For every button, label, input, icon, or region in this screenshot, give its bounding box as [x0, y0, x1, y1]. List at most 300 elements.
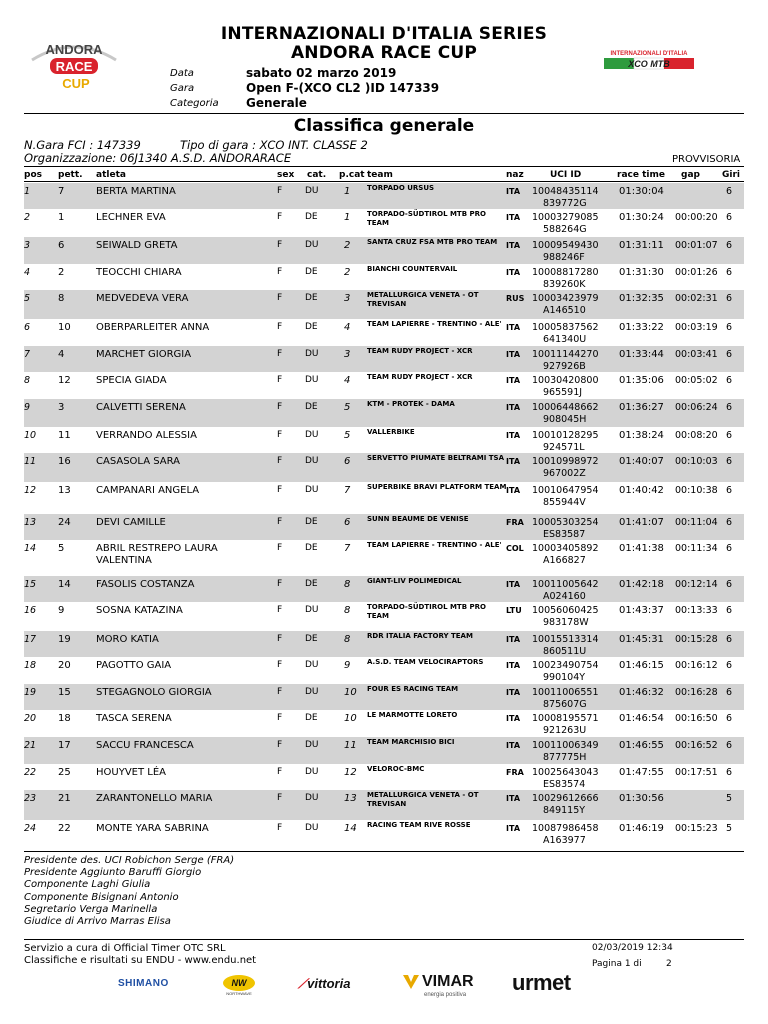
cell-atleta-line1: MONTE YARA SABRINA	[96, 823, 209, 834]
cell-uci-id	[532, 579, 599, 603]
cell-giri: 6	[726, 517, 733, 528]
cell-pcat: 5	[344, 402, 351, 413]
cell-pos: 22	[24, 767, 37, 778]
cell-pett: 9	[58, 605, 65, 616]
cell-pett: 17	[58, 740, 71, 751]
cell-atleta-line1: SPECIA GIADA	[96, 375, 167, 386]
vittoria-logo	[298, 976, 350, 992]
cell-uci-id-line2: ES83587	[543, 529, 586, 540]
cell-pcat: 2	[344, 267, 351, 278]
cell-uci-id-line1: 10005837562	[532, 322, 599, 333]
officials-list	[24, 855, 234, 928]
provvisoria-label: PROVVISORIA	[672, 154, 741, 165]
cell-naz: FRA	[506, 768, 524, 777]
cell-race-time: 01:46:19	[619, 823, 664, 834]
cell-atleta-line1: ABRIL RESTREPO LAURA	[96, 543, 218, 554]
cell-giri: 6	[726, 349, 733, 360]
table-row	[24, 684, 744, 710]
cell-race-time: 01:38:24	[619, 430, 664, 441]
table-row	[24, 514, 744, 540]
table-row	[24, 264, 744, 290]
cell-cat: DE	[305, 212, 318, 222]
cell-giri: 6	[726, 767, 733, 778]
cell-pcat: 1	[344, 186, 351, 197]
cell-race-time: 01:43:37	[619, 605, 664, 616]
cell-team: GIANT-LIV POLIMEDICAL	[367, 577, 462, 585]
cell-sex: F	[277, 456, 283, 466]
cell-uci-id-line2: 908045H	[543, 414, 587, 425]
cell-sex: F	[277, 579, 283, 589]
table-row	[24, 737, 744, 764]
logo-text-cup: CUP	[62, 76, 90, 91]
cell-giri: 6	[726, 456, 733, 467]
cell-cat: DE	[305, 517, 318, 527]
cell-uci-id	[532, 430, 599, 454]
cell-cat: DU	[305, 240, 319, 250]
cell-gap: 00:16:52	[675, 740, 718, 751]
cell-naz: ITA	[506, 350, 521, 359]
table-row	[24, 346, 744, 372]
vimar-logo-text: VIMAR	[422, 973, 474, 990]
cell-sex: F	[277, 349, 283, 359]
cell-atleta	[96, 517, 166, 529]
categoria-value: Generale	[246, 96, 307, 110]
cell-sex: F	[277, 375, 283, 385]
cell-pett: 22	[58, 823, 71, 834]
table-row	[24, 399, 744, 427]
cell-pett: 10	[58, 322, 71, 333]
logo-text-andora: ANDORA	[45, 42, 103, 57]
cell-cat: DE	[305, 322, 318, 332]
official-line: Componente Laghi Giulia	[24, 879, 151, 891]
cell-gap: 00:03:19	[675, 322, 718, 333]
col-gap: gap	[681, 170, 700, 180]
cell-atleta-line1: SEIWALD GRETA	[96, 240, 178, 251]
categoria-label: Categoria	[170, 98, 219, 109]
table-row	[24, 453, 744, 482]
cell-giri: 5	[726, 793, 733, 804]
cell-cat: DU	[305, 456, 319, 466]
cell-team: LE MARMOTTE LORETO	[367, 711, 458, 719]
cell-team: RACING TEAM RIVE ROSSE	[367, 821, 471, 829]
cell-pos: 17	[24, 634, 37, 645]
cell-atleta	[96, 740, 194, 752]
cell-pos: 6	[24, 322, 31, 333]
cell-gap: 00:11:04	[675, 517, 718, 528]
cell-uci-id-line1: 10025643043	[532, 767, 599, 778]
cell-gap: 00:15:23	[675, 823, 718, 834]
cell-cat: DU	[305, 793, 319, 803]
cell-team: TORPADO-SÜDTIROL MTB PRO TEAM	[367, 210, 486, 227]
cell-cat: DU	[305, 823, 319, 833]
footer-classifiche: Classifiche e risultati su ENDU - www.endu.net	[24, 955, 257, 966]
cell-cat: DU	[305, 660, 319, 670]
cell-sex: F	[277, 517, 283, 527]
cell-sex: F	[277, 485, 283, 495]
cell-uci-id-line1: 10087986458	[532, 823, 599, 834]
cell-atleta-line1: SACCU FRANCESCA	[96, 740, 194, 751]
cell-sex: F	[277, 713, 283, 723]
cell-cat: DE	[305, 543, 318, 553]
cell-uci-id	[532, 349, 599, 373]
cell-pett: 1	[58, 212, 65, 223]
cell-uci-id-line2: 860511U	[543, 646, 587, 657]
cell-atleta-line1: MORO KATIA	[96, 634, 159, 645]
cell-race-time: 01:45:31	[619, 634, 664, 645]
cell-atleta	[96, 430, 197, 442]
cell-pett: 20	[58, 660, 71, 671]
cell-sex: F	[277, 740, 283, 750]
cell-uci-id-line2: ES83574	[543, 779, 586, 790]
event-title-line2: ANDORA RACE CUP	[290, 43, 478, 63]
table-row	[24, 790, 744, 820]
cell-pos: 4	[24, 267, 31, 278]
cell-atleta	[96, 713, 172, 725]
cell-gap: 00:01:07	[675, 240, 718, 251]
cell-uci-id	[532, 660, 599, 684]
logo-text-xco-mtb: XCO MTB	[628, 59, 670, 69]
cell-race-time: 01:46:55	[619, 740, 664, 751]
cell-race-time: 01:30:04	[619, 186, 664, 197]
cell-team: VELOROC-BMC	[367, 765, 425, 773]
official-line: Segretario Verga Marinella	[24, 903, 158, 915]
cell-pcat: 8	[344, 634, 351, 645]
cell-atleta-line1: VERRANDO ALESSIA	[96, 430, 197, 441]
cell-race-time: 01:41:38	[619, 543, 664, 554]
cell-race-time: 01:40:07	[619, 456, 664, 467]
event-title-line1: INTERNAZIONALI D'ITALIA SERIES	[220, 24, 548, 44]
cell-gap: 00:11:34	[675, 543, 718, 554]
cell-uci-id-line1: 10003279085	[532, 212, 599, 223]
cell-sex: F	[277, 823, 283, 833]
data-label: Data	[170, 68, 194, 79]
cell-atleta-line1: PAGOTTO GAIA	[96, 660, 172, 671]
cell-team: METALLURGICA VENETA - OT TREVISAN	[367, 291, 479, 308]
cell-uci-id	[532, 740, 599, 764]
cell-pos: 19	[24, 687, 37, 698]
cell-giri: 6	[726, 267, 733, 278]
cell-uci-id-line1: 10056060425	[532, 605, 599, 616]
cell-uci-id	[532, 212, 599, 236]
cell-atleta-line1: MEDVEDEVA VERA	[96, 293, 189, 304]
cell-pcat: 8	[344, 605, 351, 616]
col-naz: naz	[506, 170, 524, 180]
cell-gap: 00:16:12	[675, 660, 718, 671]
cell-pos: 16	[24, 605, 37, 616]
cell-team: VALLERBIKE	[367, 428, 415, 436]
cell-naz: ITA	[506, 580, 521, 589]
cell-uci-id-line1: 10003405892	[532, 543, 599, 554]
cell-pett: 18	[58, 713, 71, 724]
cell-pcat: 13	[344, 793, 357, 804]
col-sex: sex	[277, 170, 295, 180]
cell-gap: 00:06:24	[675, 402, 718, 413]
cell-atleta	[96, 293, 188, 305]
cell-pos: 8	[24, 375, 31, 386]
table-row	[24, 657, 744, 684]
cell-gap: 00:03:41	[675, 349, 718, 360]
cell-naz: ITA	[506, 268, 521, 277]
cell-sex: F	[277, 543, 283, 553]
cell-cat: DU	[305, 349, 319, 359]
table-row	[24, 576, 744, 602]
vimar-logo	[402, 973, 476, 1001]
cell-uci-id-line1: 10010998972	[532, 456, 599, 467]
cell-pett: 6	[58, 240, 65, 251]
cell-team: TORPADO URSUS	[367, 184, 435, 192]
cell-pcat: 2	[344, 240, 351, 251]
cell-uci-id	[532, 687, 599, 711]
cell-cat: DE	[305, 634, 318, 644]
cell-gap: 00:16:50	[675, 713, 718, 724]
cell-cat: DU	[305, 740, 319, 750]
cell-atleta-line1: TEOCCHI CHIARA	[96, 267, 182, 278]
cell-pos: 20	[24, 713, 37, 724]
cell-uci-id-line1: 10023490754	[532, 660, 599, 671]
divider-top	[24, 113, 744, 114]
cell-giri: 6	[726, 375, 733, 386]
cell-pcat: 10	[344, 687, 357, 698]
cell-naz: ITA	[506, 403, 521, 412]
cell-atleta-line1: STEGAGNOLO GIORGIA	[96, 687, 212, 698]
cell-atleta	[96, 375, 167, 387]
cell-uci-id-line2: 965591J	[543, 387, 583, 398]
official-line: Giudice di Arrivo Marras Elisa	[24, 916, 171, 928]
cell-naz: ITA	[506, 486, 521, 495]
cell-race-time: 01:36:27	[619, 402, 664, 413]
cell-uci-id	[532, 375, 599, 399]
urmet-logo: urmet	[512, 970, 571, 995]
divider-header-bottom	[24, 181, 744, 182]
cell-pos: 1	[24, 186, 31, 197]
classifica-title: Classifica generale	[293, 116, 475, 136]
cell-sex: F	[277, 430, 283, 440]
cell-sex: F	[277, 240, 283, 250]
cell-pcat: 12	[344, 767, 357, 778]
cell-naz: ITA	[506, 213, 521, 222]
cell-atleta	[96, 823, 209, 835]
cell-gap: 00:00:20	[675, 212, 718, 223]
cell-uci-id-line2: A166827	[543, 555, 586, 566]
cell-race-time: 01:30:56	[619, 793, 664, 804]
cell-naz: ITA	[506, 824, 521, 833]
cell-uci-id-line1: 10005303254	[532, 517, 599, 528]
cell-uci-id	[532, 293, 599, 317]
cell-sex: F	[277, 212, 283, 222]
cell-atleta-line1: OBERPARLEITER ANNA	[96, 322, 210, 333]
cell-cat: DU	[305, 767, 319, 777]
cell-pos: 23	[24, 793, 37, 804]
cell-cat: DE	[305, 267, 318, 277]
footer-servizio: Servizio a cura di Official Timer OTC SRL	[24, 943, 226, 954]
cell-cat: DU	[305, 605, 319, 615]
cell-sex: F	[277, 687, 283, 697]
cell-uci-id-line2: 875607G	[543, 699, 587, 710]
cell-uci-id-line2: 839772G	[543, 198, 587, 209]
cell-uci-id	[532, 240, 599, 264]
vittoria-logo-text: vittoria	[307, 976, 351, 991]
cell-atleta-line1: FASOLIS COSTANZA	[96, 579, 195, 590]
vimar-logo-subtext: energia positiva	[424, 992, 467, 998]
shimano-logo: SHIMANO	[118, 978, 169, 989]
cell-pcat: 3	[344, 349, 351, 360]
logo-text-internazionali: INTERNAZIONALI D'ITALIA	[610, 51, 688, 57]
cell-cat: DU	[305, 485, 319, 495]
official-line: Componente Bisignani Antonio	[24, 891, 179, 903]
cell-team: TEAM RUDY PROJECT - XCR	[367, 373, 473, 381]
cell-team: SERVETTO PIUMATE BELTRAMI TSA	[367, 454, 505, 462]
cell-sex: F	[277, 402, 283, 412]
cell-team: TEAM MARCHISIO BICI	[367, 738, 455, 746]
cell-uci-id	[532, 517, 599, 541]
cell-uci-id-line1: 10030420800	[532, 375, 599, 386]
cell-atleta-line1: MARCHET GIORGIA	[96, 349, 192, 360]
cell-uci-id	[532, 543, 599, 567]
cell-atleta-line1: SOSNA KATAZINA	[96, 605, 183, 616]
cell-cat: DU	[305, 186, 319, 196]
cell-uci-id	[532, 402, 599, 426]
col-pcat: p.cat	[339, 170, 365, 180]
gara-value: Open F-(XCO CL2 )ID 147339	[246, 81, 440, 95]
cell-gap: 00:16:28	[675, 687, 718, 698]
cell-gap: 00:10:38	[675, 485, 718, 496]
table-row	[24, 427, 744, 453]
cell-gap: 00:01:26	[675, 267, 718, 278]
cell-naz: ITA	[506, 741, 521, 750]
cell-sex: F	[277, 793, 283, 803]
cell-pos: 13	[24, 517, 37, 528]
cell-race-time: 01:46:32	[619, 687, 664, 698]
cell-pett: 7	[58, 186, 65, 197]
cell-pcat: 14	[344, 823, 357, 834]
cell-pett: 12	[58, 375, 71, 386]
cell-atleta	[96, 543, 218, 567]
cell-atleta-line1: DEVI CAMILLE	[96, 517, 166, 528]
divider-table-bottom	[24, 851, 744, 852]
cell-uci-id-line2: 924571L	[543, 442, 585, 453]
cell-sex: F	[277, 267, 283, 277]
cell-pett: 16	[58, 456, 71, 467]
cell-pos: 11	[24, 456, 37, 467]
cell-team: TEAM RUDY PROJECT - XCR	[367, 347, 473, 355]
cell-naz: ITA	[506, 688, 521, 697]
cell-team: RDR ITALIA FACTORY TEAM	[367, 632, 473, 640]
cell-gap: 00:15:28	[675, 634, 718, 645]
cell-pett: 3	[58, 402, 65, 413]
cell-atleta-line1: CALVETTI SERENA	[96, 402, 186, 413]
cell-uci-id-line1: 10003423979	[532, 293, 599, 304]
cell-pcat: 7	[344, 485, 351, 496]
cell-pos: 2	[24, 212, 31, 223]
cell-naz: ITA	[506, 661, 521, 670]
cell-race-time: 01:40:42	[619, 485, 664, 496]
cell-pos: 14	[24, 543, 37, 554]
cell-race-time: 01:46:15	[619, 660, 664, 671]
cell-race-time: 01:33:44	[619, 349, 664, 360]
cell-naz: ITA	[506, 431, 521, 440]
cell-giri: 6	[726, 212, 733, 223]
cell-pett: 11	[58, 430, 71, 441]
footer-datetime: 02/03/2019 12:34	[592, 943, 673, 953]
cell-uci-id-line2: 877775H	[543, 752, 587, 763]
table-row	[24, 540, 744, 576]
cell-giri: 5	[726, 823, 733, 834]
cell-pett: 2	[58, 267, 65, 278]
cell-uci-id-line1: 10010128295	[532, 430, 599, 441]
cell-atleta-line2: VALENTINA	[96, 555, 152, 566]
cell-naz: ITA	[506, 457, 521, 466]
cell-giri: 6	[726, 687, 733, 698]
cell-giri: 6	[726, 740, 733, 751]
cell-giri: 6	[726, 322, 733, 333]
cell-uci-id-line2: A024160	[543, 591, 586, 602]
cell-uci-id	[532, 267, 599, 291]
cell-team: TEAM LAPIERRE - TRENTINO - ALE'	[367, 320, 502, 328]
cell-atleta-line1: HOUYVET LÉA	[96, 767, 166, 778]
cell-naz: ITA	[506, 376, 521, 385]
cell-atleta-line1: LECHNER EVA	[96, 212, 166, 223]
cell-naz: ITA	[506, 635, 521, 644]
cell-pcat: 5	[344, 430, 351, 441]
col-team: team	[367, 170, 393, 180]
cell-pcat: 8	[344, 579, 351, 590]
table-row	[24, 482, 744, 514]
table-row	[24, 372, 744, 399]
cell-race-time: 01:31:11	[619, 240, 664, 251]
cell-pos: 21	[24, 740, 37, 751]
cell-atleta	[96, 402, 186, 414]
cell-cat: DE	[305, 579, 318, 589]
cell-naz: LTU	[506, 606, 522, 615]
cell-pos: 3	[24, 240, 31, 251]
cell-uci-id-line1: 10015513314	[532, 634, 599, 645]
cell-race-time: 01:47:55	[619, 767, 664, 778]
cell-uci-id	[532, 713, 599, 737]
cell-uci-id-line1: 10009549430	[532, 240, 599, 251]
cell-sex: F	[277, 634, 283, 644]
cell-sex: F	[277, 293, 283, 303]
cell-race-time: 01:46:54	[619, 713, 664, 724]
cell-uci-id-line2: 839260K	[543, 279, 586, 290]
table-row	[24, 820, 744, 851]
cell-uci-id-line1: 10008817280	[532, 267, 599, 278]
cell-team: KTM - PROTEK - DAMA	[367, 400, 455, 408]
table-row	[24, 764, 744, 790]
cell-pcat: 1	[344, 212, 351, 223]
cell-uci-id-line2: 990104Y	[543, 672, 586, 683]
col-pett: pett.	[58, 170, 83, 180]
cell-atleta	[96, 767, 166, 779]
cell-atleta	[96, 660, 171, 672]
vittoria-swoosh-icon: ⟋	[298, 976, 308, 991]
cell-uci-id-line2: 849115Y	[543, 805, 586, 816]
col-giri: Giri	[722, 170, 740, 180]
cell-atleta	[96, 349, 191, 361]
cell-naz: RUS	[506, 294, 525, 303]
cell-pos: 7	[24, 349, 31, 360]
northwave-logo	[220, 974, 258, 996]
northwave-logo-subtext: NORTHWAVE	[226, 991, 252, 996]
cell-giri: 6	[726, 634, 733, 645]
cell-pcat: 6	[344, 456, 351, 467]
cell-pett: 13	[58, 485, 71, 496]
cell-team: SUPERBIKE BRAVI PLATFORM TEAM	[367, 483, 507, 491]
col-cat: cat.	[307, 170, 327, 180]
cell-uci-id-line2: 855944V	[543, 497, 586, 508]
divider-header-top	[24, 166, 744, 167]
cell-atleta	[96, 687, 212, 699]
cell-pett: 24	[58, 517, 71, 528]
